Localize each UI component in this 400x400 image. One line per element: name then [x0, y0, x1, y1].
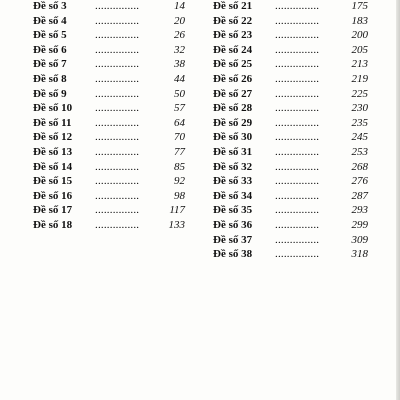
toc-entry-leader: ...............: [95, 204, 140, 217]
toc-entry-page-number: 299: [351, 218, 368, 231]
toc-entry-page-number: 44: [174, 72, 185, 85]
toc-entry: [213, 203, 368, 218]
toc-entry-leader: ...............: [275, 145, 320, 158]
toc-entry-label: Đề số 32: [213, 160, 253, 173]
toc-entry-label: Đề số 22: [213, 14, 253, 27]
toc-entry: [33, 0, 185, 14]
toc-entry-label: Đề số 35: [213, 204, 253, 217]
toc-entry-page-number: 64: [174, 116, 185, 129]
toc-entry-page-number: 38: [174, 58, 185, 71]
toc-entry-label: Đề số 30: [213, 131, 253, 144]
toc-entry: [33, 101, 185, 116]
toc-entry-page-number: 253: [351, 145, 368, 158]
toc-entry-leader: ...............: [275, 204, 320, 217]
toc-column-right: [213, 0, 368, 263]
toc-entry-leader: ...............: [275, 87, 320, 100]
toc-entry-label: Đề số 38: [213, 248, 253, 261]
toc-entry-page-number: 205: [351, 43, 368, 56]
toc-entry-label: Đề số 15: [33, 175, 73, 188]
toc-entry-label: Đề số 18: [33, 218, 73, 231]
toc-entry-page-number: 225: [351, 87, 368, 100]
toc-entry-leader: ...............: [275, 102, 320, 115]
toc-entry: [213, 160, 368, 175]
toc-entry-page-number: 219: [351, 72, 368, 85]
toc-entry: [213, 72, 368, 87]
toc-entry: [213, 101, 368, 116]
toc-entry-leader: ...............: [95, 58, 140, 71]
toc-entry: [33, 116, 185, 131]
toc-entry: [213, 130, 368, 145]
toc-entry-leader: ...............: [275, 116, 320, 129]
toc-entry-label: Đề số 14: [33, 160, 73, 173]
toc-entry-page-number: 268: [351, 160, 368, 173]
toc-entry-leader: ...............: [275, 43, 320, 56]
toc-entry-label: Đề số 9: [33, 87, 67, 100]
toc-entry-leader: ...............: [275, 233, 320, 246]
toc-entry: [213, 87, 368, 102]
toc-entry-label: Đề số 6: [33, 43, 67, 56]
toc-entry-page-number: 85: [174, 160, 185, 173]
toc-entry: [213, 28, 368, 43]
toc-entry: [33, 130, 185, 145]
toc-entry-page-number: 183: [351, 14, 368, 27]
toc-entry: [213, 116, 368, 131]
toc-entry-label: Đề số 3: [33, 0, 67, 12]
toc-entry-leader: ...............: [275, 248, 320, 261]
toc-entry: [33, 174, 185, 189]
toc-entry-label: Đề số 29: [213, 116, 253, 129]
toc-entry-label: Đề số 5: [33, 29, 67, 42]
toc-entry: [33, 203, 185, 218]
toc-entry: [213, 189, 368, 204]
toc-entry-label: Đề số 23: [213, 29, 253, 42]
toc-entry-leader: ...............: [95, 218, 140, 231]
toc-entry-leader: ...............: [95, 43, 140, 56]
toc-entry-page-number: 230: [351, 102, 368, 115]
toc-entry-page-number: 276: [351, 175, 368, 188]
toc-entry-label: Đề số 10: [33, 102, 73, 115]
toc-entry-leader: ...............: [275, 131, 320, 144]
toc-entry-page-number: 293: [351, 204, 368, 217]
toc-entry-leader: ...............: [275, 0, 320, 12]
toc-entry-page-number: 133: [168, 218, 185, 231]
toc-entry-page-number: 92: [174, 175, 185, 188]
toc-entry-leader: ...............: [95, 0, 140, 12]
toc-entry-page-number: 309: [351, 233, 368, 246]
toc-entry: [33, 43, 185, 58]
toc-entry-leader: ...............: [275, 218, 320, 231]
toc-entry-label: Đề số 7: [33, 58, 67, 71]
toc-entry: [33, 160, 185, 175]
toc-entry: [213, 145, 368, 160]
toc-entry-label: Đề số 12: [33, 131, 73, 144]
toc-entry-label: Đề số 4: [33, 14, 67, 27]
toc-entry-label: Đề số 33: [213, 175, 253, 188]
toc-entry-label: Đề số 24: [213, 43, 253, 56]
toc-entry-leader: ...............: [275, 29, 320, 42]
toc-entry-leader: ...............: [275, 160, 320, 173]
toc-entry: [33, 189, 185, 204]
toc-entry: [213, 57, 368, 72]
toc-entry-page-number: 235: [351, 116, 368, 129]
toc-entry-label: Đề số 31: [213, 145, 253, 158]
toc-entry-leader: ...............: [95, 160, 140, 173]
toc-entry: [213, 14, 368, 29]
toc-entry: [213, 218, 368, 233]
toc-entry-page-number: 20: [174, 14, 185, 27]
toc-column-left: [33, 0, 185, 234]
toc-entry-label: Đề số 28: [213, 102, 253, 115]
toc-entry-page-number: 318: [351, 248, 368, 261]
toc-entry-leader: ...............: [95, 145, 140, 158]
toc-list-left: [33, 0, 185, 233]
toc-entry-leader: ...............: [95, 189, 140, 202]
toc-entry-page-number: 57: [174, 102, 185, 115]
toc-entry-leader: ...............: [95, 72, 140, 85]
toc-list-right: [213, 0, 368, 262]
toc-entry-label: Đề số 25: [213, 58, 253, 71]
toc-entry-page-number: 26: [174, 29, 185, 42]
toc-entry-leader: ...............: [95, 131, 140, 144]
toc-entry-page-number: 70: [174, 131, 185, 144]
toc-entry: [33, 72, 185, 87]
toc-entry: [213, 233, 368, 248]
toc-entry: [33, 218, 185, 233]
toc-entry: [33, 87, 185, 102]
toc-entry-leader: ...............: [275, 58, 320, 71]
toc-entry-leader: ...............: [275, 72, 320, 85]
toc-entry-label: Đề số 37: [213, 233, 253, 246]
toc-entry-page-number: 32: [174, 43, 185, 56]
toc-entry-page-number: 14: [174, 0, 185, 12]
toc-entry-label: Đề số 36: [213, 218, 253, 231]
toc-entry-page-number: 213: [351, 58, 368, 71]
toc-entry-leader: ...............: [95, 14, 140, 27]
toc-entry-leader: ...............: [275, 189, 320, 202]
toc-entry: [213, 43, 368, 58]
toc-entry: [33, 145, 185, 160]
page-edge: [396, 0, 400, 400]
toc-entry-leader: ...............: [275, 175, 320, 188]
toc-entry: [213, 0, 368, 14]
toc-entry-leader: ...............: [95, 102, 140, 115]
toc-entry: [213, 174, 368, 189]
toc-entry-label: Đề số 13: [33, 145, 73, 158]
toc-entry-leader: ...............: [275, 14, 320, 27]
toc-entry: [33, 14, 185, 29]
toc-entry-page-number: 200: [351, 29, 368, 42]
toc-entry-label: Đề số 21: [213, 0, 253, 12]
toc-entry-label: Đề số 34: [213, 189, 253, 202]
toc-entry-page-number: 175: [351, 0, 368, 12]
toc-entry-page-number: 77: [174, 145, 185, 158]
toc-entry-leader: ...............: [95, 87, 140, 100]
toc-entry-page-number: 50: [174, 87, 185, 100]
toc-entry-page-number: 98: [174, 189, 185, 202]
toc-entry: [213, 247, 368, 262]
toc-entry: [33, 57, 185, 72]
toc-entry-label: Đề số 8: [33, 72, 67, 85]
toc-entry-leader: ...............: [95, 175, 140, 188]
toc-entry-page-number: 287: [351, 189, 368, 202]
toc-entry-label: Đề số 27: [213, 87, 253, 100]
toc-entry-leader: ...............: [95, 116, 140, 129]
toc-entry: [33, 28, 185, 43]
toc-entry-label: Đề số 16: [33, 189, 73, 202]
toc-entry-leader: ...............: [95, 29, 140, 42]
toc-entry-label: Đề số 11: [33, 116, 72, 129]
toc-entry-label: Đề số 26: [213, 72, 253, 85]
toc-entry-label: Đề số 17: [33, 204, 73, 217]
toc-entry-page-number: 245: [351, 131, 368, 144]
toc-entry-page-number: 117: [169, 204, 185, 217]
